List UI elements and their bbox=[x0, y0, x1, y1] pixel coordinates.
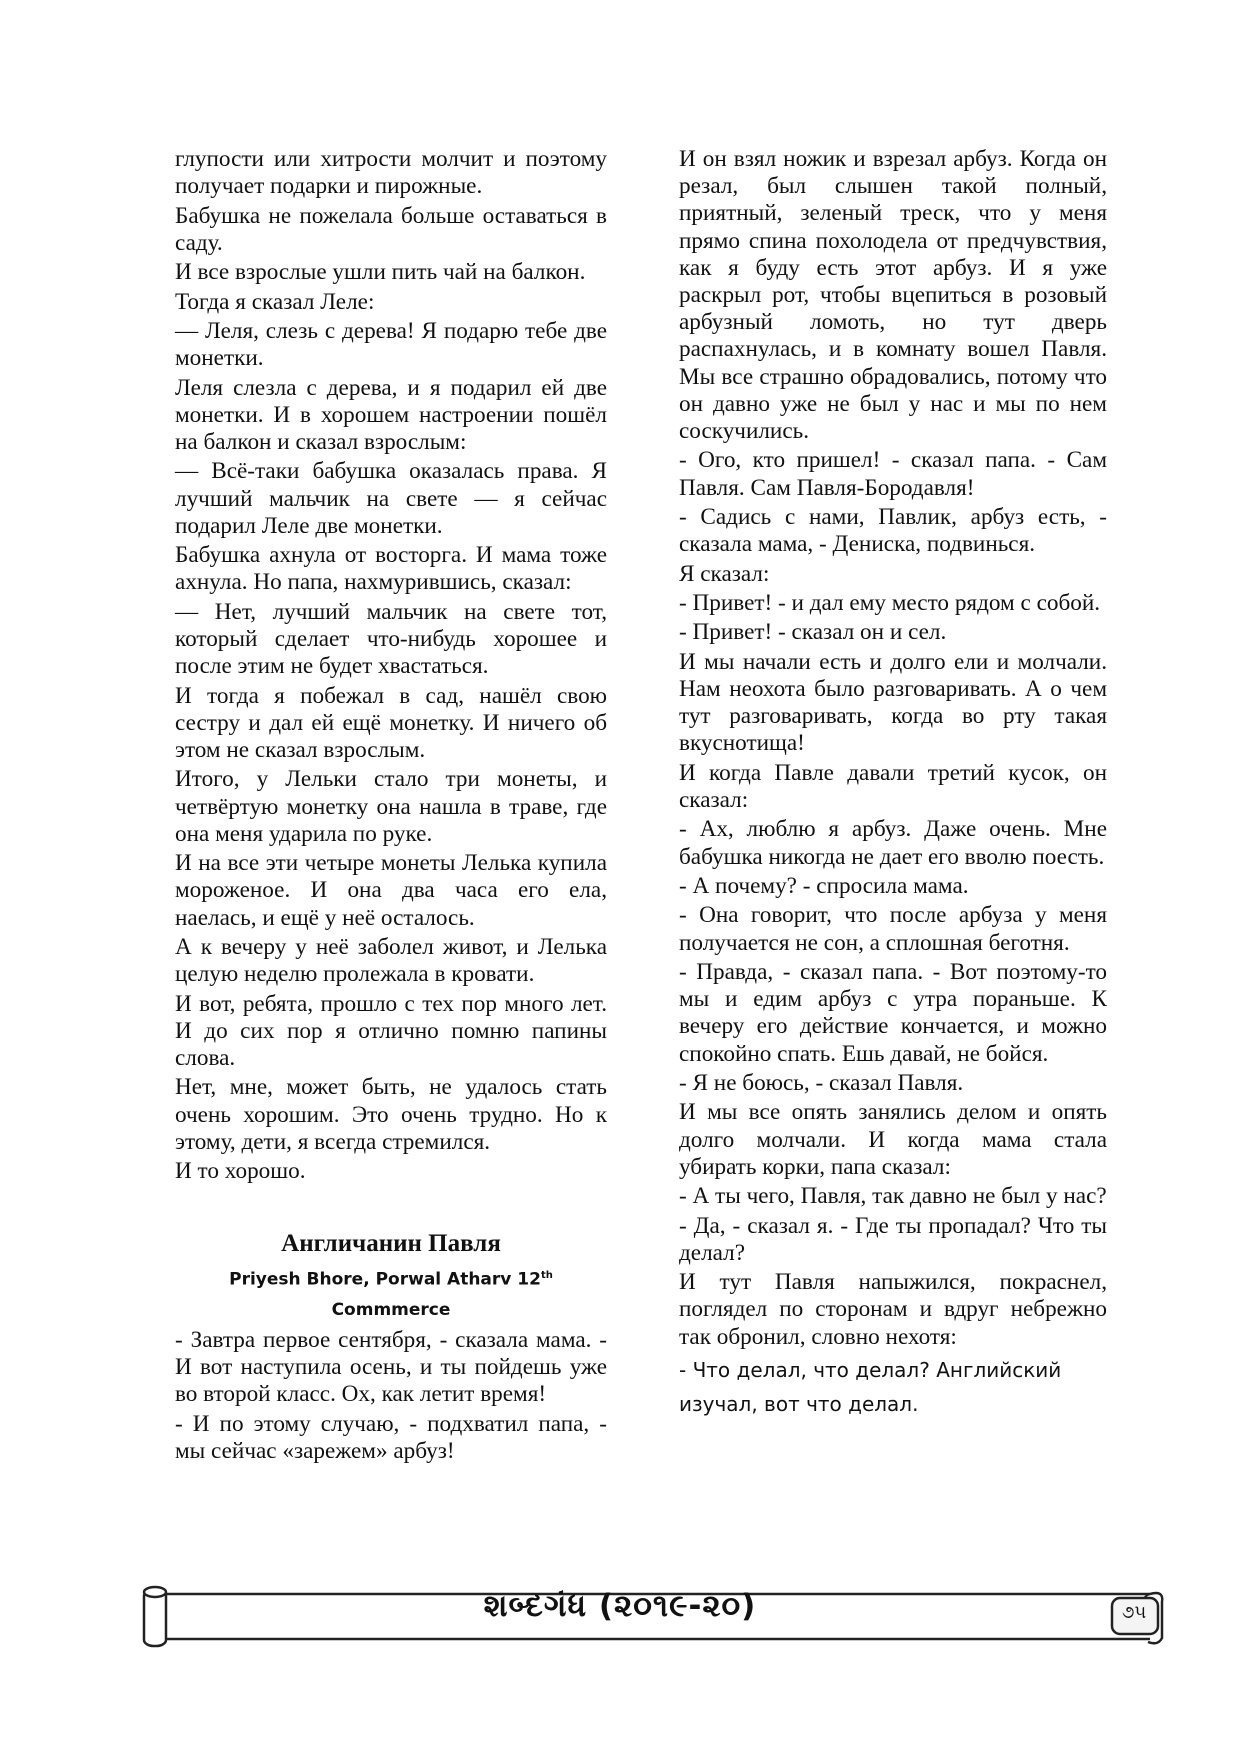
paragraph: Бабушка ахнула от восторга. И мама тоже ахнула. Но папа, нахмурившись, сказал: bbox=[175, 542, 607, 596]
paragraph: — Всё-таки бабушка оказалась права. Я лучший мальчик на свете — я сейчас подарил Леле две монетки. bbox=[175, 458, 607, 539]
paragraph: И тогда я побежал в сад, нашёл свою сестру и дал ей ещё монетку. И ничего об этом не сказал взрослым. bbox=[175, 682, 607, 763]
paragraph: И мы начали есть и долго ели и молчали. Нам неохота было разговаривать. А о чем тут разговаривать, когда во рту такая вкуснотища! bbox=[679, 648, 1107, 757]
paragraph: И то хорошо. bbox=[175, 1158, 306, 1185]
paragraph: Тогда я сказал Леле: bbox=[175, 288, 375, 315]
story-paragraphs bbox=[175, 1327, 607, 1465]
paragraph: - Ах, люблю я арбуз. Даже очень. Мне бабушка никогда не дает его вволю поесть. bbox=[679, 816, 1107, 870]
paragraph: - Ого, кто пришел! - сказал папа. - Сам Павля. Сам Павля-Бородавля! bbox=[679, 447, 1107, 501]
paragraph: Леля слезла с дерева, и я подарил ей две монетки. И в хорошем настроении пошёл на балкон и сказал взрослым: bbox=[175, 374, 607, 455]
paragraph: - Завтра первое сентября, - сказала мама. - И вот наступила осень, и ты пойдешь уже во второй класс. Ох, как летит время! bbox=[175, 1326, 607, 1408]
paragraph: И он взял ножик и взрезал арбуз. Когда он резал, был слышен такой полный, приятный, зеленый треск, что у меня прямо спина похолодела от предчувствия, как я буду есть этот арбуз. И я уже раскрыл рот, чтобы вцепиться в розовый арбузный ломоть, но тут дверь распахнулась, и в комнату вошел Павля. Мы все страшно обрадовались, потому что он давно уже не был у нас и мы по нем соскучились. bbox=[679, 146, 1107, 445]
paragraph: - Да, - сказал я. - Где ты пропадал? Что ты делал? bbox=[679, 1212, 1107, 1266]
last-paragraph: - Что делал, что делал? Английский изучал, вот что делал. bbox=[679, 1357, 1062, 1416]
paragraph: А к вечеру у неё заболел живот, и Лелька целую неделю пролежала в кровати. bbox=[175, 933, 607, 988]
right-column bbox=[679, 146, 1107, 1421]
paragraph: глупости или хитрости молчит и поэтому получает подарки и пирожные. bbox=[175, 146, 607, 200]
story-title: Англичанин Павля bbox=[281, 1230, 501, 1258]
paragraph: Нет, мне, может быть, не удалось стать очень хорошим. Это очень трудно. Но к этому, дети, я всегда стремился. bbox=[175, 1074, 607, 1155]
left-paragraphs bbox=[175, 146, 607, 1185]
paragraph: - Она говорит, что после арбуза у меня получается не сон, а сплошная беготня. bbox=[679, 902, 1107, 956]
story-authors-sup: th bbox=[540, 1270, 553, 1282]
paragraph: — Нет, лучший мальчик на свете тот, который сделает что-нибудь хорошее и после этим не будет хвастаться. bbox=[175, 598, 607, 680]
paragraph: И на все эти четыре монеты Лелька купила мороженое. И она два часа его ела, наелась, и ещё у неё осталось. bbox=[175, 850, 607, 931]
paragraph: - А ты чего, Павля, так давно не был у нас? bbox=[679, 1183, 1107, 1210]
paragraph: - Правда, - сказал папа. - Вот поэтому-то мы и едим арбуз с утра пораньше. К вечеру его действие кончается, и можно спокойно спать. Ешь давай, не бойся. bbox=[679, 958, 1107, 1067]
left-column bbox=[175, 146, 607, 1467]
paragraph: И когда Павле давали третий кусок, он сказал: bbox=[679, 759, 1107, 813]
paragraph: Бабушка не пожелала больше оставаться в саду. bbox=[175, 202, 607, 256]
paragraph: И вот, ребята, прошло с тех пор много лет. И до сих пор я отлично помню папины слова. bbox=[175, 990, 607, 1071]
paragraph: - А почему? - спросила мама. bbox=[679, 872, 969, 899]
paragraph: И мы все опять занялись делом и опять долго молчали. И когда мама стала убирать корки, папа сказал: bbox=[679, 1099, 1107, 1180]
paragraph: Я сказал: bbox=[679, 560, 770, 587]
paragraph: - Привет! - и дал ему место рядом с собой. bbox=[679, 590, 1101, 616]
paragraph: И тут Павля напыжился, покраснел, поглядел по сторонам и вдруг небрежно так обронил, словно нехотя: bbox=[679, 1269, 1107, 1350]
story-authors-text: Priyesh Bhore, Porwal Atharv 12 bbox=[229, 1269, 541, 1290]
paragraph: - И по этому случаю, - подхватил папа, - мы сейчас «зарежем» арбуз! bbox=[175, 1410, 607, 1464]
page-number: ૭૫ bbox=[1121, 1602, 1147, 1623]
paragraph: - Привет! - сказал он и сел. bbox=[679, 619, 947, 646]
footer-title: શબ્દગંધ (૨૦૧૯-૨૦) bbox=[483, 1588, 757, 1624]
story-authors-line2: Commmerce bbox=[331, 1299, 451, 1320]
paragraph: - Я не боюсь, - сказал Павля. bbox=[679, 1069, 964, 1096]
story-authors bbox=[175, 1261, 607, 1325]
paragraph: И все взрослые ушли пить чай на балкон. bbox=[175, 259, 586, 286]
paragraph: Итого, у Лельки стало три монеты, и четвёртую монетку она нашла в траве, где она меня ударила по руке. bbox=[175, 766, 607, 847]
right-paragraphs bbox=[679, 146, 1107, 1351]
paragraph: - Садись с нами, Павлик, арбуз есть, - сказала мама, - Дениска, подвинься. bbox=[679, 504, 1107, 558]
paragraph: — Леля, слезь с дерева! Я подарю тебе две монетки. bbox=[175, 317, 607, 372]
